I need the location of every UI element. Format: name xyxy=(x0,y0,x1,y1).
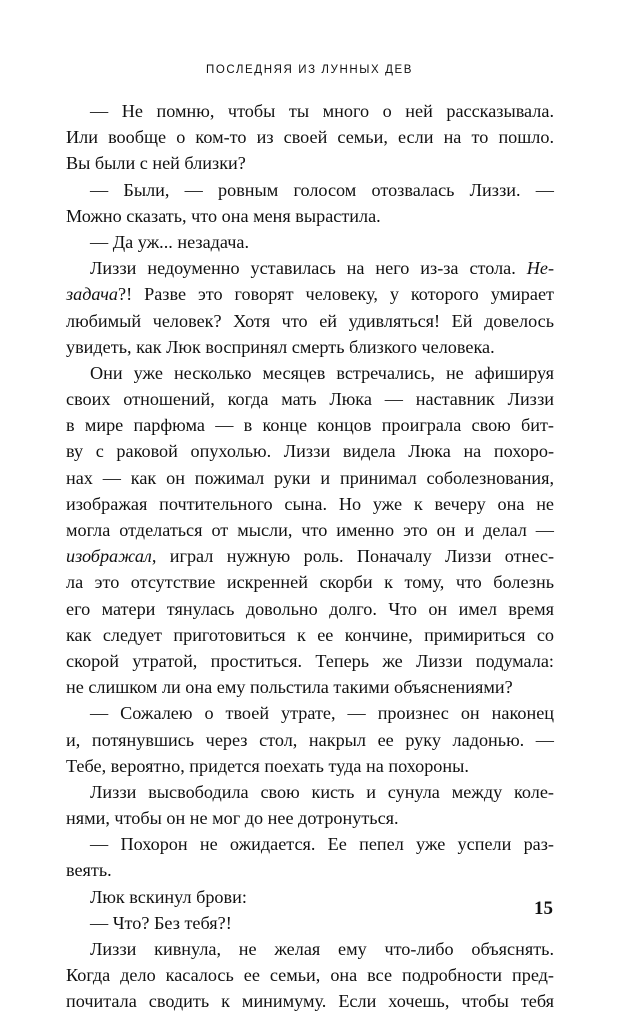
text-line xyxy=(66,438,554,464)
text-segment: своих отношений, когда мать Люка — наставник Лиззи xyxy=(66,389,554,410)
text-line xyxy=(66,386,554,412)
text-line xyxy=(66,857,554,883)
text-segment: изображая почтительного сына. Но уже к вечеру она не xyxy=(66,493,554,514)
text-line xyxy=(66,596,554,622)
text-line xyxy=(66,98,554,124)
text-segment: Лиззи кивнула, не желая ему что-либо объяснять. xyxy=(90,939,554,959)
text-line xyxy=(66,412,554,438)
text-line xyxy=(66,334,554,360)
text-segment: и, потянувшись через стол, накрыл ее руку ладонью. — xyxy=(66,729,554,750)
text-segment: Или вообще о ком-то из своей семьи, если на то пошло. xyxy=(66,127,554,148)
text-segment: увидеть, как Люк воспринял смерть близкого человека. xyxy=(66,336,495,357)
text-segment: — Похорон не ожидается. Ее пепел уже успели раз- xyxy=(90,834,554,855)
text-line xyxy=(66,177,554,203)
text-line xyxy=(66,229,554,255)
text-segment: скорой утратой, проститься. Теперь же Лиззи подумала: xyxy=(66,650,554,671)
text-segment: , играл нужную роль. Поначалу Лиззи отнес- xyxy=(151,546,554,567)
text-line xyxy=(66,727,554,753)
text-line xyxy=(66,910,554,936)
running-head: ПОСЛЕДНЯЯ ИЗ ЛУННЫХ ДЕВ xyxy=(205,64,414,76)
text-segment: в мире парфюма — в конце концов проиграла свою бит- xyxy=(66,415,554,436)
text-segment: не слишком ли она ему польстила такими объяснениями? xyxy=(66,677,513,698)
text-segment: нах — как он пожимал руки и принимал соболезнования, xyxy=(66,467,554,488)
text-line xyxy=(66,779,554,805)
text-segment: как следует приготовиться к ее кончине, примириться со xyxy=(66,624,554,645)
text-line xyxy=(66,360,554,386)
text-line xyxy=(66,962,554,988)
text-line xyxy=(66,281,554,307)
text-segment: Они уже несколько месяцев встречались, не афишируя xyxy=(90,362,554,383)
text-segment: Можно сказать, что она меня вырастила. xyxy=(66,205,381,226)
italic-text: задача xyxy=(66,284,119,305)
text-segment: его матери тянулась довольно долго. Что он имел время xyxy=(66,598,554,619)
text-line xyxy=(66,700,554,726)
text-segment: — Да уж... незадача. xyxy=(90,231,250,252)
text-line xyxy=(66,543,554,569)
text-line xyxy=(66,831,554,857)
text-line xyxy=(66,124,554,150)
text-segment: — Сожалею о твоей утрате, — произнес он наконец xyxy=(90,703,554,724)
text-line xyxy=(66,203,554,229)
text-segment: любимый человек? Хотя что ей удивляться! Ей довелось xyxy=(66,310,554,331)
text-line xyxy=(66,308,554,334)
text-segment: Вы были с ней близки? xyxy=(66,153,246,174)
text-line xyxy=(66,988,554,1014)
text-segment: ву с раковой опухолью. Лиззи видела Люка на похоро- xyxy=(66,441,554,462)
text-segment: Люк вскинул брови: xyxy=(90,886,247,907)
text-segment: ла это отсутствие искренней скорби к тому, что болезнь xyxy=(66,572,554,593)
text-segment: — Не помню, чтобы ты много о ней рассказывала. xyxy=(90,101,554,121)
text-segment: — Что? Без тебя?! xyxy=(90,912,232,933)
text-line xyxy=(66,150,554,176)
text-line xyxy=(66,491,554,517)
text-line xyxy=(66,255,554,281)
text-line xyxy=(66,517,554,543)
text-segment: могла отделаться от мысли, что именно это он и делал — xyxy=(66,520,554,540)
italic-text: изображал xyxy=(66,546,152,567)
text-line xyxy=(66,622,554,648)
text-segment: ?! Разве это говорят человеку, у которого умирает xyxy=(118,284,554,305)
text-segment: Тебе, вероятно, придется поехать туда на похороны. xyxy=(66,755,469,776)
text-segment: Когда дело касалось ее семьи, она все подробности пред- xyxy=(66,965,554,986)
text-line xyxy=(66,753,554,779)
text-segment: нями, чтобы он не мог до нее дотронуться. xyxy=(66,808,399,829)
text-line xyxy=(66,569,554,595)
text-line xyxy=(66,465,554,491)
text-line xyxy=(66,674,554,700)
text-line xyxy=(66,648,554,674)
text-segment: Лиззи высвободила свою кисть и сунула между коле- xyxy=(90,781,554,802)
body-text xyxy=(66,98,554,1015)
page-number: 15 xyxy=(534,898,553,919)
text-segment: веять. xyxy=(66,860,112,881)
text-segment: Лиззи недоуменно уставилась на него из-за стола. xyxy=(90,258,527,279)
text-line xyxy=(66,884,554,910)
text-line xyxy=(66,805,554,831)
text-line xyxy=(66,936,554,962)
text-segment: — Были, — ровным голосом отозвалась Лиззи. — xyxy=(90,179,554,200)
italic-text: Не- xyxy=(526,258,554,279)
text-segment: почитала сводить к минимуму. Если хочешь, чтобы тебя xyxy=(66,991,554,1012)
